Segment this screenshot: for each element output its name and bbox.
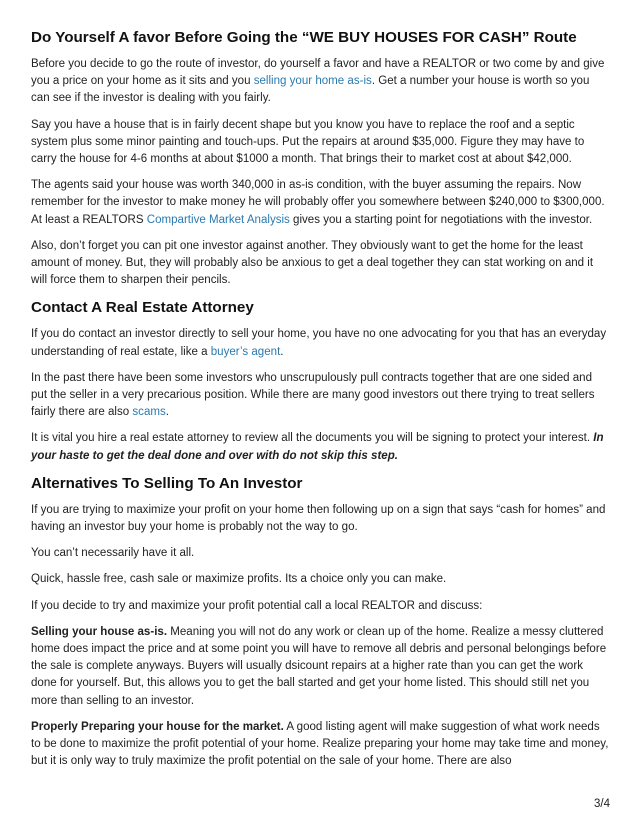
paragraph-repairs-example: Say you have a house that is in fairly decent shape but you know you have to replace the roof and a septic system plus some minor painting and touch-ups. Put the repairs at around $35,000. Figure they may have to carry the house for 4-6 months at about $1000 a month. That brings their to market cost at about $42,000. [31, 118, 585, 166]
paragraph-scams [31, 370, 609, 422]
text: Before you decide to go the route of investor, do yourself a favor and have a REALTOR or two come by and give you a price on your home as it sits and you [31, 58, 605, 88]
text: . [165, 406, 169, 419]
text: . [280, 345, 284, 358]
paragraph-cant-have-all: You can’t necessarily have it all. [31, 547, 195, 560]
text: It is vital you hire a real estate attorney to review all the documents you will be signing to protect your interest. [31, 432, 594, 445]
heading-alternatives: Alternatives To Selling To An Investor [31, 474, 303, 492]
link-buyers-agent[interactable]: buyer’s agent [210, 345, 281, 358]
heading-contact-attorney: Contact A Real Estate Attorney [31, 299, 254, 317]
text: gives you a starting point for negotiations with the investor. [289, 213, 593, 226]
paragraph-agent-valuation [31, 177, 609, 229]
paragraph-hire-attorney [31, 430, 609, 464]
article [31, 28, 609, 780]
text: . Get a number your house is worth so you can see if the investor is dealing with you fairly. [31, 75, 590, 105]
link-comparative-market-analysis[interactable]: Compartive Market Analysis [146, 213, 290, 226]
paragraph-preparing-house [31, 719, 609, 771]
link-scams[interactable]: scams [132, 406, 166, 419]
paragraph-maximize-profit: If you are trying to maximize your profit on your home then following up on a sign that says “cash for homes” and having an investor buy your home is probably not the way to go. [31, 503, 606, 534]
bold-lead-selling-as-is: Selling your house as-is. [31, 625, 168, 638]
paragraph-realtor-price [31, 56, 609, 108]
text: Meaning you will not do any work or clean up of the home. Realize a messy cluttered home does impact the price and at some point you will have to remove all debris and personal belongings before the sale is complete anyways. Buyers will usually dsicount repairs at a higher rate than you can get the work done for yourself. But, this allows you to get the ball started and get your home listed. This should still net you more than selling to an investor. [31, 625, 607, 707]
bold-lead-preparing-house: Properly Preparing your house for the market. [31, 720, 284, 733]
text: In the past there have been some investors who unscrupulously pull contracts together that are one sided and put the seller in a very precarious position. While there are many good investors out there trying to treat sellers fairly there are also [31, 371, 595, 419]
heading-we-buy-houses: Do Yourself A favor Before Going the “WE BUY HOUSES FOR CASH” Route [31, 29, 577, 46]
paragraph-choice: Quick, hassle free, cash sale or maximize profits. Its a choice only you can make. [31, 573, 447, 586]
text: If you do contact an investor directly to sell your home, you have no one advocating for you that has an everyday understanding of real estate, like a [31, 328, 607, 358]
page-number: 3/4 [594, 798, 610, 810]
paragraph-pit-investors: Also, don’t forget you can pit one investor against another. They obviously want to get the home for the least amount of money. But, they will probably also be anxious to get a deal together they can stat working on and it will force them to sharpen their pencils. [31, 239, 594, 287]
text: The agents said your house was worth 340,000 in as-is condition, with the buyer assuming the repairs. Now remember for the investor to make money he will probably offer you somewhere between $240,000 to $300,000. At least a REALTORS [31, 179, 605, 226]
paragraph-call-realtor: If you decide to try and maximize your profit potential call a local REALTOR and discuss: [31, 599, 483, 612]
paragraph-no-advocate [31, 326, 609, 360]
link-selling-as-is[interactable]: selling your home as-is [253, 75, 372, 88]
emphasis-do-not-skip: In your haste to get the deal done and over with do not skip this step. [31, 432, 604, 462]
paragraph-selling-as-is [31, 624, 609, 710]
text: A good listing agent will make suggestion of what work needs to be done to maximize the profit potential of your home. Realize preparing your home may take time and money, but it is only way to truly maximize the profit potential on the sale of your home. There are also [31, 720, 609, 768]
